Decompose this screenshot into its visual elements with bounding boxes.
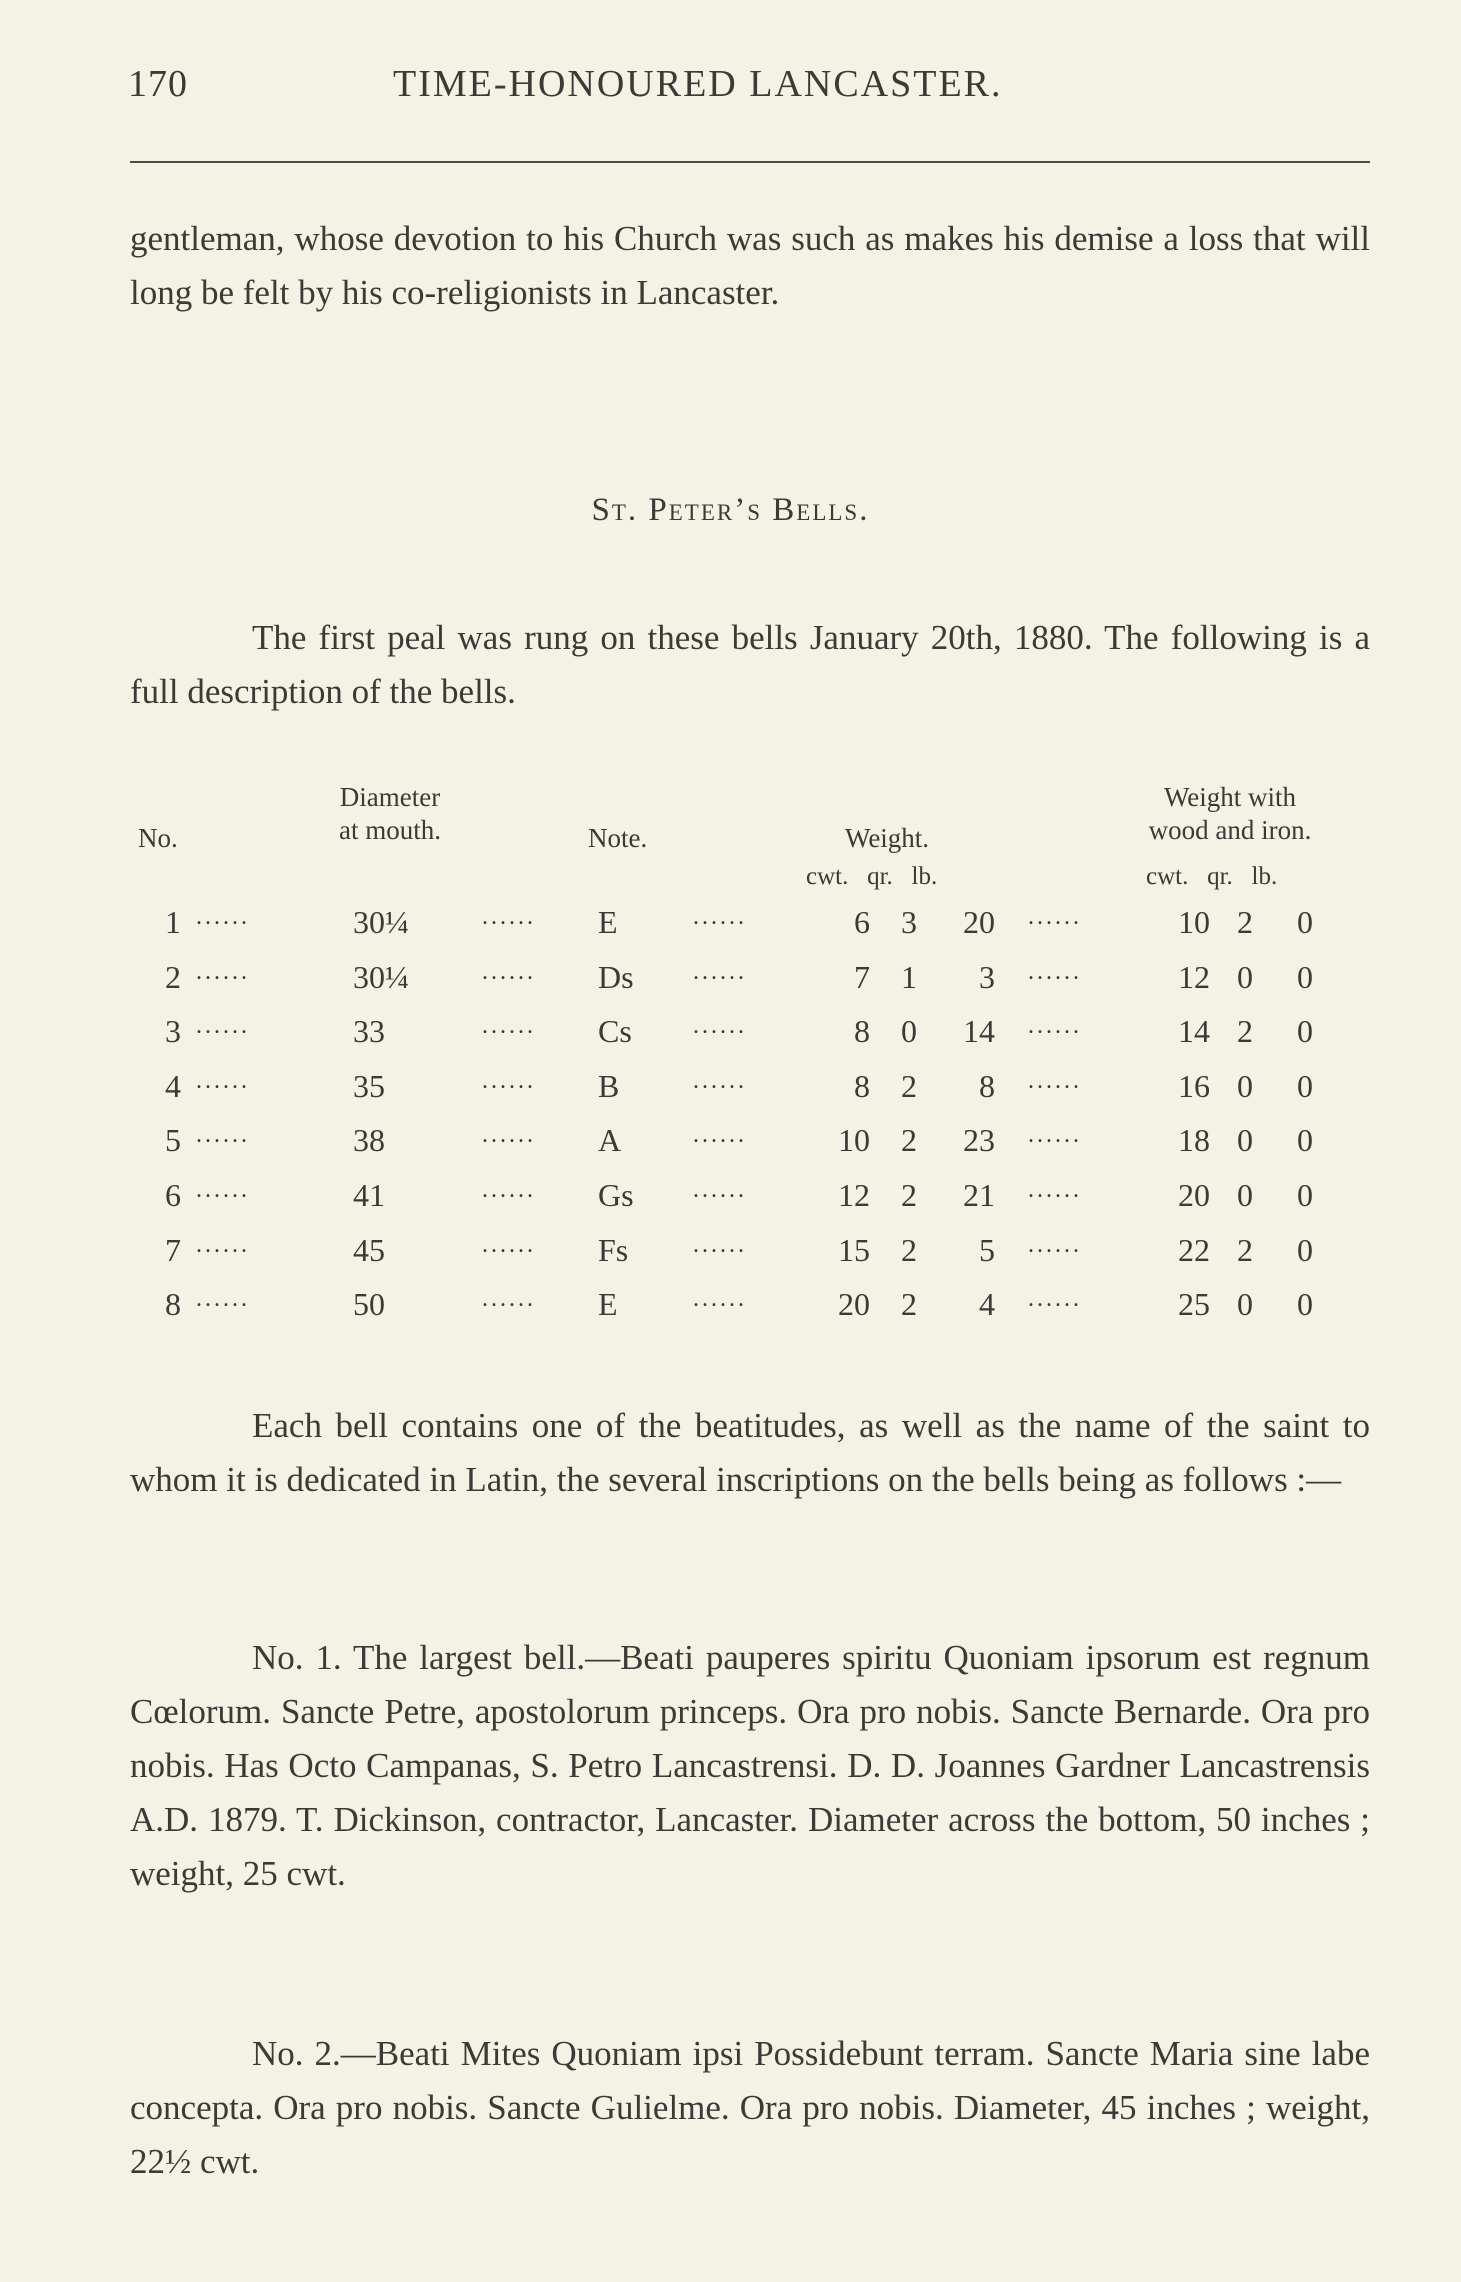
col-header-no: No. — [138, 823, 178, 853]
row-weight-with-cwt: 12 — [1178, 958, 1210, 995]
col-header-weight-with-units: cwt. qr. lb. — [1146, 863, 1278, 890]
leader: ...... — [693, 1122, 747, 1149]
row-weight-with-qr: 0 — [1237, 1122, 1253, 1159]
row-no: 4 — [165, 1067, 181, 1104]
leader: ...... — [482, 1067, 536, 1094]
leader: ...... — [196, 1231, 250, 1258]
leader: ...... — [1028, 1231, 1082, 1258]
row-no: 3 — [165, 1013, 181, 1050]
row-weight-qr: 2 — [901, 1067, 917, 1104]
row-no: 8 — [165, 1286, 181, 1323]
col-header-weight-units: cwt. qr. lb. — [806, 863, 938, 890]
row-weight-with-qr: 0 — [1237, 1177, 1253, 1213]
row-weight-lb: 20 — [963, 904, 995, 940]
leader: ...... — [693, 958, 747, 985]
row-weight-with-cwt: 20 — [1178, 1177, 1210, 1213]
row-weight-with-cwt: 10 — [1178, 904, 1210, 940]
intro-paragraph: gentleman, whose devotion to his Church was such as makes his demise a loss that will long be felt by his co-religionists in Lancaster. — [130, 219, 1370, 312]
row-note: B — [598, 1067, 620, 1104]
col-header-weight-with — [1110, 781, 1350, 847]
leader: ...... — [196, 1177, 250, 1203]
row-weight-with-qr: 2 — [1237, 1013, 1253, 1050]
row-weight-with-qr: 2 — [1237, 1231, 1253, 1268]
page-number: 170 — [128, 63, 188, 105]
row-weight-cwt: 12 — [838, 1177, 870, 1213]
row-weight-cwt: 15 — [838, 1231, 870, 1268]
row-weight-qr: 2 — [901, 1231, 917, 1268]
leader: ...... — [482, 904, 536, 930]
row-weight-with-lb: 0 — [1297, 1067, 1313, 1104]
leader: ...... — [196, 958, 250, 985]
leader: ...... — [482, 1231, 536, 1258]
row-weight-cwt: 8 — [854, 1067, 870, 1104]
leader: ...... — [693, 1013, 747, 1040]
table-row — [0, 1068, 1461, 1118]
row-no: 2 — [165, 958, 181, 995]
row-weight-qr: 2 — [901, 1122, 917, 1159]
row-weight-with-lb: 0 — [1297, 904, 1313, 940]
row-weight-with-cwt: 18 — [1178, 1122, 1210, 1159]
row-weight-with-cwt: 14 — [1178, 1013, 1210, 1050]
row-weight-with-lb: 0 — [1297, 1122, 1313, 1159]
leader: ...... — [1028, 1286, 1082, 1313]
leader: ...... — [196, 1067, 250, 1094]
col-header-note: Note. — [588, 823, 648, 853]
row-weight-lb: 4 — [979, 1286, 995, 1323]
row-weight-qr: 2 — [901, 1286, 917, 1323]
bell-2-paragraph: No. 2.—Beati Mites Quoniam ipsi Possidebunt terram. Sancte Maria sine labe concepta. Ora pro nobis. Sancte Gulielme. Ora pro nobis. Diameter, 45 inches ; weight, 22½ cwt. — [130, 2034, 1370, 2181]
row-note: E — [598, 1286, 618, 1323]
row-diameter: 50 — [353, 1286, 385, 1323]
leader: ...... — [1028, 1067, 1082, 1094]
first-peal-paragraph: The first peal was rung on these bells January 20th, 1880. The following is a full description of the bells. — [130, 618, 1370, 711]
leader: ...... — [196, 904, 250, 930]
table-row — [0, 959, 1461, 1009]
leader: ...... — [1028, 958, 1082, 985]
table-row — [0, 1232, 1461, 1282]
row-weight-with-qr: 0 — [1237, 1067, 1253, 1104]
row-diameter: 45 — [353, 1231, 385, 1268]
row-weight-lb: 21 — [963, 1177, 995, 1213]
row-note: E — [598, 904, 618, 940]
section-title: St. Peter’s Bells. — [591, 492, 870, 528]
leader: ...... — [196, 1122, 250, 1149]
leader: ...... — [1028, 1177, 1082, 1203]
row-weight-with-cwt: 16 — [1178, 1067, 1210, 1104]
col-header-weight: Weight. — [845, 823, 930, 853]
leader: ...... — [693, 1231, 747, 1258]
table-row — [0, 1122, 1461, 1172]
row-weight-lb: 5 — [979, 1231, 995, 1268]
row-note: Gs — [598, 1177, 634, 1213]
row-no: 5 — [165, 1122, 181, 1159]
row-weight-lb: 14 — [963, 1013, 995, 1050]
row-weight-cwt: 10 — [838, 1122, 870, 1159]
col-header-diameter — [310, 781, 470, 847]
row-weight-with-lb: 0 — [1297, 1231, 1313, 1268]
row-no: 1 — [165, 904, 181, 940]
row-diameter: 30¼ — [353, 958, 409, 995]
row-diameter: 38 — [353, 1122, 385, 1159]
row-weight-lb: 23 — [963, 1122, 995, 1159]
table-row — [0, 1286, 1461, 1336]
leader: ...... — [1028, 1013, 1082, 1040]
row-weight-with-lb: 0 — [1297, 1177, 1313, 1213]
leader: ...... — [693, 904, 747, 930]
row-diameter: 35 — [353, 1067, 385, 1104]
row-no: 6 — [165, 1177, 181, 1213]
leader: ...... — [196, 1286, 250, 1313]
header-rule — [130, 161, 1370, 163]
col-header-diameter-line2: at mouth. — [339, 815, 441, 845]
row-weight-with-lb: 0 — [1297, 1013, 1313, 1050]
row-weight-with-lb: 0 — [1297, 1286, 1313, 1323]
page-header — [128, 62, 1373, 122]
table-row — [0, 1177, 1461, 1227]
leader: ...... — [482, 1013, 536, 1040]
table-row — [0, 904, 1461, 954]
row-weight-qr: 2 — [901, 1177, 917, 1213]
row-weight-lb: 3 — [979, 958, 995, 995]
row-weight-with-qr: 2 — [1237, 904, 1253, 940]
row-note: Cs — [598, 1013, 632, 1050]
table-row — [0, 1013, 1461, 1063]
row-diameter: 41 — [353, 1177, 385, 1213]
beatitudes-paragraph: Each bell contains one of the beatitudes, as well as the name of the saint to whom it is dedicated in Latin, the several inscriptions on the bells being as follows :— — [130, 1406, 1370, 1499]
row-weight-cwt: 7 — [854, 958, 870, 995]
row-weight-with-cwt: 25 — [1178, 1286, 1210, 1323]
row-weight-with-qr: 0 — [1237, 958, 1253, 995]
row-weight-qr: 3 — [901, 904, 917, 940]
leader: ...... — [1028, 904, 1082, 930]
running-title: TIME-HONOURED LANCASTER. — [393, 63, 1003, 105]
leader: ...... — [482, 1286, 536, 1313]
leader: ...... — [482, 1122, 536, 1149]
leader: ...... — [693, 1067, 747, 1094]
row-weight-with-lb: 0 — [1297, 958, 1313, 995]
row-weight-cwt: 20 — [838, 1286, 870, 1323]
row-note: Fs — [598, 1231, 629, 1268]
col-header-weight-with-line2: wood and iron. — [1148, 815, 1312, 845]
row-weight-with-qr: 0 — [1237, 1286, 1253, 1323]
row-weight-with-cwt: 22 — [1178, 1231, 1210, 1268]
row-weight-cwt: 6 — [854, 904, 870, 940]
leader: ...... — [482, 958, 536, 985]
leader: ...... — [693, 1286, 747, 1313]
row-note: A — [598, 1122, 622, 1159]
bell-1-paragraph: No. 1. The largest bell.—Beati pauperes spiritu Quoniam ipsorum est regnum Cœlorum. Sancte Petre, apostolorum princeps. Ora pro nobis. Sancte Bernarde. Ora pro nobis. Has Octo Campanas, S. Petro Lancastrensi. D. D. Joannes Gardner Lancastrensis A.D. 1879. T. Dickinson, contractor, Lancaster. Diameter across the bottom, 50 inches ; weight, 25 cwt. — [130, 1638, 1370, 1893]
row-weight-lb: 8 — [979, 1067, 995, 1104]
row-weight-cwt: 8 — [854, 1013, 870, 1050]
leader: ...... — [1028, 1122, 1082, 1149]
leader: ...... — [693, 1177, 747, 1203]
col-header-diameter-line1: Diameter — [339, 782, 441, 812]
leader: ...... — [482, 1177, 536, 1203]
row-note: Ds — [598, 958, 634, 995]
col-header-weight-with-line1: Weight with — [1163, 782, 1297, 812]
row-diameter: 30¼ — [353, 904, 409, 940]
row-diameter: 33 — [353, 1013, 385, 1050]
row-weight-qr: 1 — [901, 958, 917, 995]
row-weight-qr: 0 — [901, 1013, 917, 1050]
row-no: 7 — [165, 1231, 181, 1268]
leader: ...... — [196, 1013, 250, 1040]
